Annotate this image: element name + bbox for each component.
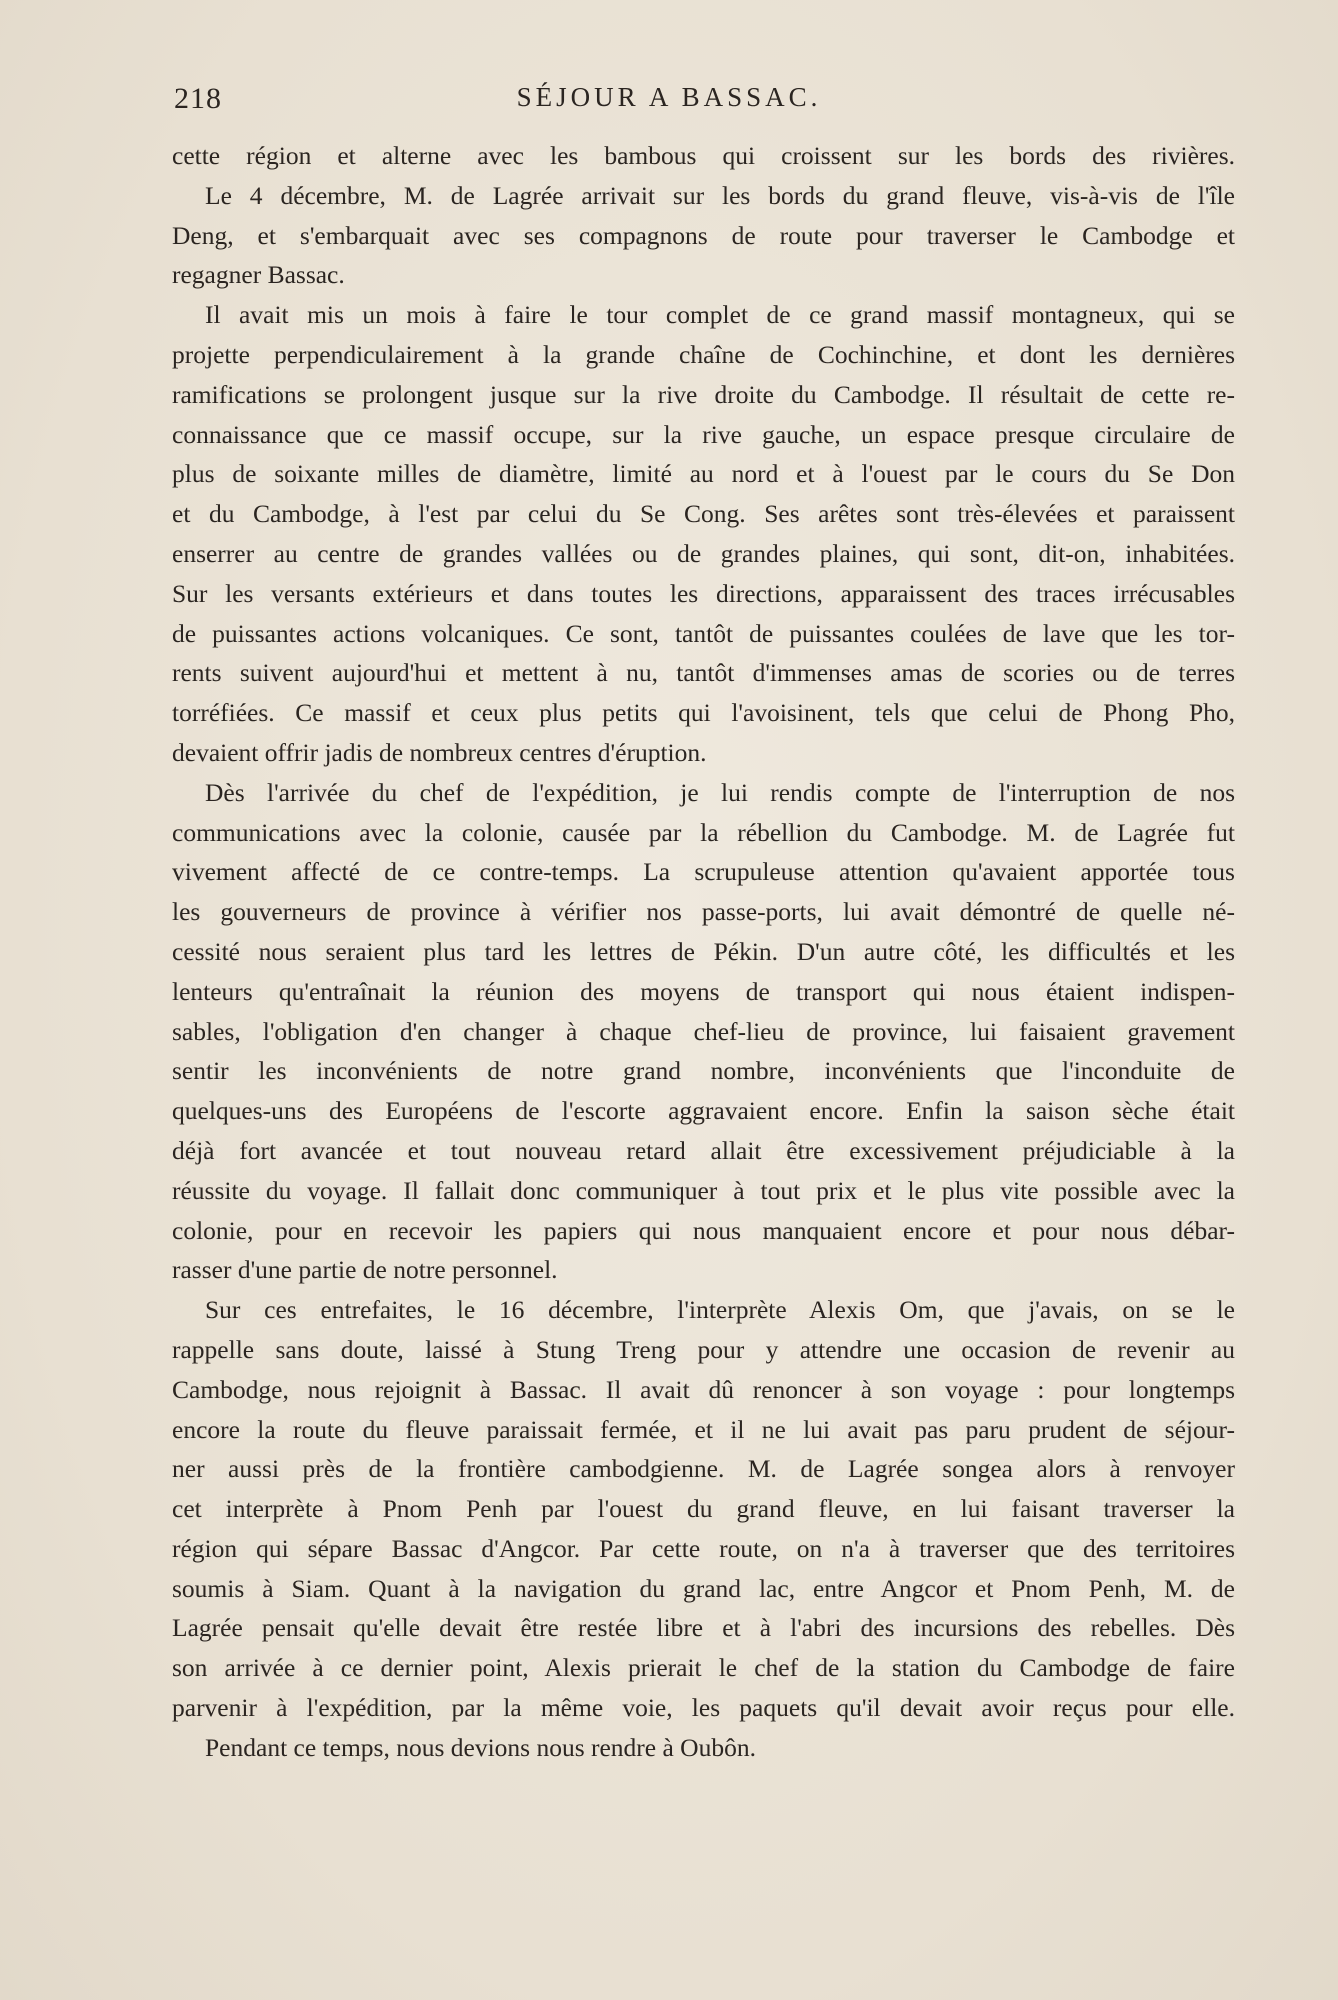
text-line: torréfiées. Ce massif et ceux plus petits qui l'avoisinent, tels que celui de Phong Pho, <box>172 698 1235 728</box>
text-line: regagner Bassac. <box>172 260 345 290</box>
text-line: Sur ces entrefaites, le 16 décembre, l'interprète Alexis Om, que j'avais, on se le <box>205 1295 1235 1325</box>
body-text <box>172 136 1235 1768</box>
text-line: rappelle sans doute, laissé à Stung Treng pour y attendre une occasion de revenir au <box>172 1334 1235 1364</box>
text-line: vivement affecté de ce contre-temps. La scrupuleuse attention qu'avaient apportée tous <box>172 857 1235 887</box>
text-line: parvenir à l'expédition, par la même voie, les paquets qu'il devait avoir reçus pour elle. <box>172 1693 1235 1723</box>
text-line: Lagrée pensait qu'elle devait être restée libre et à l'abri des incursions des rebelles. Dès <box>172 1613 1235 1643</box>
text-line: rents suivent aujourd'hui et mettent à nu, tantôt d'immenses amas de scories ou de terres <box>172 658 1235 688</box>
text-line: plus de soixante milles de diamètre, limité au nord et à l'ouest par le cours du Se Don <box>172 459 1235 489</box>
text-line: sables, l'obligation d'en changer à chaque chef-lieu de province, lui faisaient gravement <box>172 1016 1235 1046</box>
text-line: Pendant ce temps, nous devions nous rendre à Oubôn. <box>205 1732 756 1762</box>
text-line: Cambodge, nous rejoignit à Bassac. Il avait dû renoncer à son voyage : pour longtemps <box>172 1374 1235 1404</box>
text-line: devaient offrir jadis de nombreux centres d'éruption. <box>172 737 707 767</box>
text-line: cette région et alterne avec les bambous qui croissent sur les bords des rivières. <box>172 141 1235 170</box>
page-number: 218 <box>174 82 222 115</box>
text-line: Le 4 décembre, M. de Lagrée arrivait sur les bords du grand fleuve, vis-à-vis de l'île <box>205 180 1235 210</box>
text-line: ner aussi près de la frontière cambodgienne. M. de Lagrée songea alors à renvoyer <box>172 1454 1235 1484</box>
text-line: lenteurs qu'entraînait la réunion des moyens de transport qui nous étaient indispen- <box>172 976 1235 1006</box>
text-line: sentir les inconvénients de notre grand nombre, inconvénients que l'inconduite de <box>172 1056 1235 1086</box>
text-line: et du Cambodge, à l'est par celui du Se Cong. Ses arêtes sont très-élevées et paraissent <box>172 499 1235 529</box>
running-title: SÉJOUR A BASSAC. <box>516 82 822 112</box>
text-line: enserrer au centre de grandes vallées ou de grandes plaines, qui sont, dit-on, inhabitées. <box>172 538 1235 568</box>
text-line: projette perpendiculairement à la grande chaîne de Cochinchine, et dont les dernières <box>172 339 1235 369</box>
text-line: réussite du voyage. Il fallait donc communiquer à tout prix et le plus vite possible avec la <box>172 1175 1235 1205</box>
text-line: de puissantes actions volcaniques. Ce sont, tantôt de puissantes coulées de lave que les tor- <box>172 618 1235 648</box>
text-line: connaissance que ce massif occupe, sur la rive gauche, un espace presque circulaire de <box>172 419 1235 449</box>
text-line: déjà fort avancée et tout nouveau retard allait être excessivement préjudiciable à la <box>172 1135 1235 1165</box>
text-line: Il avait mis un mois à faire le tour complet de ce grand massif montagneux, qui se <box>205 300 1235 330</box>
text-line: région qui sépare Bassac d'Angcor. Par cette route, on n'a à traverser que des territoires <box>172 1533 1235 1563</box>
text-line: encore la route du fleuve paraissait fermée, et il ne lui avait pas paru prudent de séjour- <box>172 1414 1235 1444</box>
text-line: Dès l'arrivée du chef de l'expédition, je lui rendis compte de l'interruption de nos <box>205 777 1235 807</box>
text-line: quelques-uns des Européens de l'escorte aggravaient encore. Enfin la saison sèche était <box>172 1096 1235 1126</box>
text-line: colonie, pour en recevoir les papiers qui nous manquaient encore et pour nous débar- <box>172 1215 1235 1245</box>
text-line: Deng, et s'embarquait avec ses compagnons de route pour traverser le Cambodge et <box>172 220 1235 250</box>
text-line: les gouverneurs de province à vérifier nos passe-ports, lui avait démontré de quelle né- <box>172 897 1235 927</box>
text-line: son arrivée à ce dernier point, Alexis prierait le chef de la station du Cambodge de faire <box>172 1653 1235 1683</box>
text-line: ramifications se prolongent jusque sur la rive droite du Cambodge. Il résultait de cette re- <box>172 379 1235 409</box>
text-line: Sur les versants extérieurs et dans toutes les directions, apparaissent des traces irrécusables <box>172 578 1235 608</box>
text-line: rasser d'une partie de notre personnel. <box>172 1255 558 1285</box>
text-line: communications avec la colonie, causée par la rébellion du Cambodge. M. de Lagrée fut <box>172 817 1235 847</box>
text-line: cet interprète à Pnom Penh par l'ouest du grand fleuve, en lui faisant traverser la <box>172 1494 1235 1524</box>
text-line: cessité nous seraient plus tard les lettres de Pékin. D'un autre côté, les difficultés et les <box>172 936 1235 966</box>
text-line: soumis à Siam. Quant à la navigation du grand lac, entre Angcor et Pnom Penh, M. de <box>172 1573 1235 1603</box>
